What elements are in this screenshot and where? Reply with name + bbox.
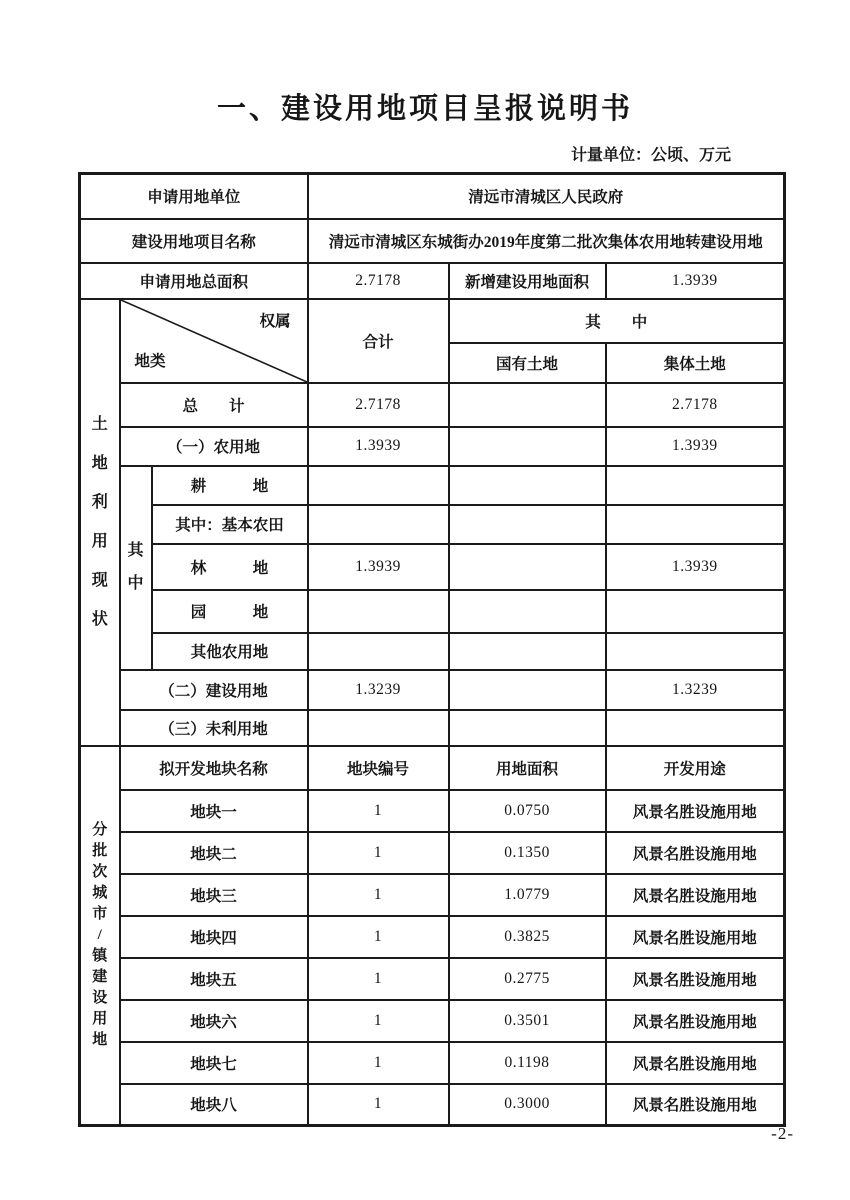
cell-state [449, 670, 606, 710]
table-row [80, 916, 785, 958]
cell-state [449, 427, 606, 466]
table-row [80, 383, 785, 427]
cell-state [449, 710, 606, 746]
table-row [80, 505, 785, 544]
parcel-purpose: 风景名胜设施用地 [606, 1000, 785, 1042]
project-label: 建设用地项目名称 [80, 219, 308, 263]
cell-state [449, 505, 606, 544]
parcel-number: 1 [308, 790, 449, 832]
total-area-value: 2.7178 [308, 263, 449, 299]
cell-collective [606, 590, 785, 633]
table-row [80, 544, 785, 590]
cell-collective [606, 710, 785, 746]
parcel-name: 地块六 [120, 1000, 308, 1042]
table-row [80, 790, 785, 832]
parcel-area: 0.0750 [449, 790, 606, 832]
parcels-side-label [80, 746, 120, 1126]
cell-collective: 1.3239 [606, 670, 785, 710]
col-header-state-land: 国有土地 [449, 343, 606, 383]
col-header-collective-land: 集体土地 [606, 343, 785, 383]
parcel-number: 1 [308, 832, 449, 874]
parcel-number: 1 [308, 1042, 449, 1084]
parcel-name: 地块一 [120, 790, 308, 832]
table-row [80, 832, 785, 874]
parcel-area: 0.3825 [449, 916, 606, 958]
cell-state [449, 466, 606, 505]
applicant-row [80, 174, 785, 219]
cell-collective: 1.3939 [606, 544, 785, 590]
row-label-cultivated: 耕 地 [152, 466, 308, 505]
landuse-side-label [80, 299, 120, 746]
parcel-number: 1 [308, 958, 449, 1000]
table-row [80, 633, 785, 670]
parcel-header-row [80, 746, 785, 790]
row-label-unused: （三）未利用地 [120, 710, 308, 746]
cell-total: 1.3939 [308, 427, 449, 466]
cell-total [308, 466, 449, 505]
parcel-name: 地块八 [120, 1084, 308, 1126]
parcel-name: 地块七 [120, 1042, 308, 1084]
project-value: 清远市清城区东城街办2019年度第二批次集体农用地转建设用地 [308, 219, 785, 263]
table-row [80, 1084, 785, 1126]
table-row [80, 1042, 785, 1084]
total-area-label: 申请用地总面积 [80, 263, 308, 299]
parcel-name: 地块四 [120, 916, 308, 958]
table-row [80, 670, 785, 710]
parcel-area: 0.1198 [449, 1042, 606, 1084]
table-row [80, 427, 785, 466]
parcel-area: 0.1350 [449, 832, 606, 874]
parcel-name: 地块五 [120, 958, 308, 1000]
parcel-name: 地块二 [120, 832, 308, 874]
new-area-value: 1.3939 [606, 263, 785, 299]
land-report-table [78, 172, 786, 1127]
parcel-purpose: 风景名胜设施用地 [606, 790, 785, 832]
parcel-purpose: 风景名胜设施用地 [606, 916, 785, 958]
cell-state [449, 590, 606, 633]
applicant-value: 清远市清城区人民政府 [308, 174, 785, 219]
parcels-side-label-text: 分 批 次 城 市 / 镇 建 设 用 地 [92, 821, 108, 1048]
cell-state [449, 383, 606, 427]
cell-collective [606, 633, 785, 670]
parcel-purpose: 风景名胜设施用地 [606, 874, 785, 916]
parcel-area: 1.0779 [449, 874, 606, 916]
among-side-label-text: 其 中 [127, 542, 144, 592]
page-title: 一、建设用地项目呈报说明书 [216, 93, 633, 125]
project-row [80, 219, 785, 263]
diagonal-label-landtype: 地类 [134, 352, 166, 370]
row-label-grand-total: 总 计 [120, 383, 308, 427]
landuse-side-label-text: 土 地 利 用 现 状 [91, 415, 108, 628]
parcel-col-name: 拟开发地块名称 [120, 746, 308, 790]
table-row [80, 1000, 785, 1042]
cell-collective [606, 505, 785, 544]
cell-state [449, 544, 606, 590]
table-row [80, 590, 785, 633]
table-row [80, 958, 785, 1000]
page-number: -2- [771, 1124, 794, 1143]
row-label-agricultural: （一）农用地 [120, 427, 308, 466]
landuse-header-row-1 [80, 299, 785, 343]
parcel-number: 1 [308, 916, 449, 958]
cell-total [308, 505, 449, 544]
parcel-purpose: 风景名胜设施用地 [606, 832, 785, 874]
parcel-purpose: 风景名胜设施用地 [606, 958, 785, 1000]
row-label-other-agricultural: 其他农用地 [152, 633, 308, 670]
parcel-purpose: 风景名胜设施用地 [606, 1084, 785, 1126]
row-label-garden: 园 地 [152, 590, 308, 633]
diagonal-label-ownership: 权属 [259, 312, 291, 330]
cell-collective: 2.7178 [606, 383, 785, 427]
diagonal-header-cell [120, 299, 308, 383]
cell-collective: 1.3939 [606, 427, 785, 466]
col-header-among: 其 中 [449, 299, 785, 343]
cell-total [308, 710, 449, 746]
parcel-area: 0.2775 [449, 958, 606, 1000]
cell-total: 1.3939 [308, 544, 449, 590]
table-row [80, 874, 785, 916]
parcel-number: 1 [308, 1000, 449, 1042]
row-label-basic-farmland: 其中：基本农田 [152, 505, 308, 544]
cell-collective [606, 466, 785, 505]
parcel-number: 1 [308, 874, 449, 916]
new-area-label: 新增建设用地面积 [449, 263, 606, 299]
applicant-label: 申请用地单位 [80, 174, 308, 219]
parcel-number: 1 [308, 1084, 449, 1126]
cell-total: 2.7178 [308, 383, 449, 427]
area-row [80, 263, 785, 299]
cell-total [308, 633, 449, 670]
parcel-purpose: 风景名胜设施用地 [606, 1042, 785, 1084]
parcel-col-number: 地块编号 [308, 746, 449, 790]
parcel-area: 0.3000 [449, 1084, 606, 1126]
col-header-total: 合计 [308, 299, 449, 383]
cell-state [449, 633, 606, 670]
cell-total [308, 590, 449, 633]
parcel-area: 0.3501 [449, 1000, 606, 1042]
parcel-name: 地块三 [120, 874, 308, 916]
table-row [80, 466, 785, 505]
row-label-forest: 林 地 [152, 544, 308, 590]
parcel-col-purpose: 开发用途 [606, 746, 785, 790]
table-row [80, 710, 785, 746]
row-label-construction: （二）建设用地 [120, 670, 308, 710]
cell-total: 1.3239 [308, 670, 449, 710]
unit-note: 计量单位：公顷、万元 [570, 147, 731, 164]
among-side-label [120, 466, 152, 670]
parcel-col-area: 用地面积 [449, 746, 606, 790]
